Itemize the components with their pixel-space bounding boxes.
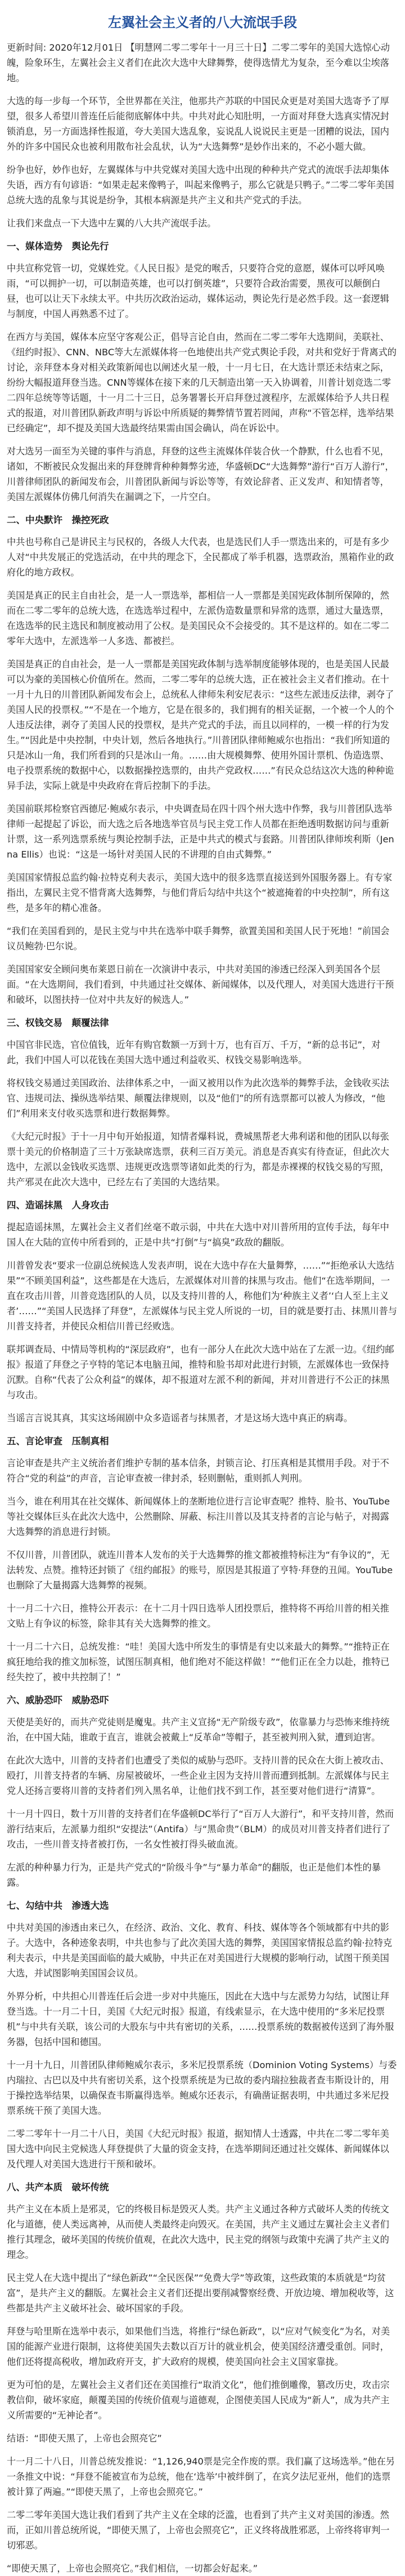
article-paragraph: 当今，谁在利用其在社交媒体、新闻媒体上的垄断地位进行言论审查呢？推特、脸书、YouTube等社交媒体巨头在此次大选中，公然删除、屏蔽、标注川普以及其支持者的言论与帖子，对揭露大选舞弊的消息进行封锁。 [7, 1496, 390, 1537]
article-paragraph: 对大选另一面至为关键的事件与消息，拜登的这些主流媒体佯装合伙一个静默，什么也看不见，诸如，不断被民众发掘出来的拜登牌背种种舞弊劣迹，华盛顿DC“大选舞弊”游行“百万人游行”，川普律师团队的新闻发布会，川普团队新闻与诉讼等等，有效论辞者、正义发声、和知情者等，美国左派媒体仿佛几何消失在漏调之下，一片空白。 [7, 446, 394, 502]
article-paragraph: 言论审查是共产主义统治者们维护专制的基本信条，封锁言论、打压真相是其惯用手段。对于不符合“党的利益”的声音，言论审查被一律封杀，轻则删帖，重则抓人判刑。 [7, 1458, 389, 1484]
article-body [7, 40, 398, 2576]
article-paragraph: 十一月十四日，数十万川普的支持者们在华盛顿DC举行了“百万人大游行”，和平支持川普，然而游行结束后，左派暴力组织“安提法”（Antifa）与“黑命贵”（BLM）的成员对川普支持者们进行了攻击，一些川普支持者被打伤，一名女性被打得头破血流。 [7, 1809, 394, 1850]
article-paragraph: 中国官非民选，官位值钱，近年有购官数额一万到十万，也有百万、千万，“新的总书记”，对此，我们中国人可以花钱在美国大选中通过利益收买、权钱交易影响选举。 [7, 1039, 381, 1065]
section-heading: 一、媒体造势 舆论先行 [7, 241, 109, 252]
article-paragraph: “即使天黑了，上帝也会照亮它。”我们相信，一切都会好起来。” [7, 2563, 258, 2574]
article-paragraph: 在西方与美国，媒体本应坚守客观公正，倡导言论自由，然而在二零二零年大选期间，美联社、《纽约时报》、CNN、NBC等大左派媒体将一色地使出共产党式舆论手段，对共和党好于背离式的讨论，亲拜登本身对相关政策新闻也以阐述火星一般，十一月七日，在大选计票还未结束之际，纷纷大幅报道拜登当选。CNN等媒体在接下来的几天制造出第一天入协调着，川普计划竞选二零二四年总统等等话题，十一月二十三日，总务署署长开启拜登过渡程序，左派媒体给予人共日程式的报道，对川普团队新政声明与诉讼中所质疑的舞弊情节置若罔闻，声称“不管怎样，选举结果已经确定”，却不提及美国大选最终结果需由国会确认，尚在诉讼中。 [7, 332, 397, 434]
section-heading: 三、权钱交易 颠覆法律 [7, 1017, 109, 1028]
article-paragraph: 美国是真正的民主自由社会，是一人一票选举，都相信一人一票都是美国宪政体制所保障的，然而在二零二零年的总统大选，在选选举过程中，左派伪造数量票和异常的选票，通过大量选票，在选选举的民主选民和制度被动用了公权。是美国民众不会接受的。其不是这样的。如在二零二零年大选中，左派选举一人多选、都被拦。 [7, 590, 389, 646]
article-paragraph: 提起造谣抹黑，左翼社会主义者们丝毫不敢示弱，中共在大选中对川普所用的宣传手法，每年中国人在大陆的宣传中所看到的，正是中共“打倒”与“搞臭”政敌的翻版。 [7, 1222, 389, 1248]
article-paragraph: 大选的每一步每一个环节，全世界都在关注，他那共产苏联的中国民众更是对美国大选寄予了厚望，很多人希望川普连任后能彻底解体中共。中共对此心知肚明，一方面对拜登大选真实情况封锁消息，另一方面选择性报道，夸大美国大选乱象，妄说乱人说说民主更是一团糟的说法，国内外的许多中国民众也被利用散布社会乱状，认为“大选舞弊”是妙作出来的，不必小题大做。 [7, 96, 389, 152]
article-paragraph: 更为可怕的是，左翼社会主义者们还在美国推行“取消文化”，他们推倒雕像，篡改历史，攻击宗教信仰，破坏家庭，颠覆美国的传统价值观与道德观，企图使美国人民成为“新人”，成为共产主义所需要的“无神论者”。 [7, 2379, 390, 2421]
article-paragraph: 左派的种种暴力行为，正是共产党式的“阶级斗争”与“暴力革命”的翻版，也正是他们本性的暴露。 [7, 1862, 381, 1888]
article-paragraph: 让我们来盘点一下大选中左翼的八大共产流氓手法。 [7, 218, 217, 229]
section-heading: 五、言论审查 压制真相 [7, 1436, 109, 1447]
article-paragraph: 当谣言言说其真，其实这场闹剧中众多造谣者与抹黑者，才是这场大选中真正的病毒。 [7, 1413, 353, 1423]
article-paragraph: 美国国家安全顾问奥布莱恩日前在一次演讲中表示，中共对美国的渗透已经深入到美国各个层面。“在大选期间，我们看到，中共通过社交媒体、新闻媒体，以及代理人，对美国大选进行干预和破坏，以图扶持一位对中共友好的候选人。” [7, 964, 394, 1005]
section-heading: 六、威胁恐吓 威胁恐吓 [7, 1695, 109, 1706]
article-paragraph: 中共宣称党管一切，党媒姓党。《人民日报》是党的喉舌，只要符合党的意愿，媒体可以呼风唤雨，“可以拥护一切，可以制造英雄，也可以打倒英雄”，只要符合政治需要，黑夜可以颠倒白昼，也可以让天下永续太平。中共历次政治运动，媒体运动，舆论先行是必然手段。这一套逻辑与制度，中国人再熟悉不过了。 [7, 263, 389, 319]
article-paragraph: 《大纪元时报》于十一月中旬开始报道，知情者爆料说，费城黑帮老大弗利诺和他的团队以每张票十美元的价格制造了三十万张缺席选票，获利三百万美元。消息是否真实有待查证，但此次大选中，左派以金钱收买选票、违规更改选票等诸如此类的行为，都是赤裸裸的权钱交易的写照，共产邪灵在此次大选中，已经左右了美国的大选结果。 [7, 1131, 389, 1187]
article-paragraph: 二零二零年十一月二十八日，美国《大纪元时报》报道，据知情人士透露，中共在二零二零年美国大选中向民主党候选人拜登提供了大量的资金支持，在选举期间还通过社交媒体、新闻媒体以及代理人对美国大选进行干预和破坏。 [7, 2128, 389, 2169]
article-paragraph: 美国前联邦检察官西德尼·鲍威尔表示，中央调查局在四十四个州大选中作弊，我与川普团队选举律师一起提起了诉讼，而大选之后各地选举官员与民主党工作人员都在拒绝透明数据访问与重新计票，这一系列选票系统与舆论控制手法，正是中共式的模式与套路。川普团队律师埃利斯（Jenna Ellis）也说：“这是一场针对美国人民的不讲理的自由式舞弊。” [7, 803, 394, 860]
article-paragraph: 十一月二十八日，川普总统发推说：“1,126,940票是完全作废的票。我们赢了这场选举。”他在另一条推文中说：“拜登不能被宣布为总统，他在‘选举’中被绊倒了，在宾夕法尼亚州，他们的选票被计算了两遍。”“即使天黑了，上帝也会照亮它。” [7, 2456, 395, 2497]
article-paragraph: 美国国家情报总监约翰·拉特克利夫表示，美国大选中的很多选票直接送到外国服务器上。有专家指出，左翼民主党不惜背离大选舞弊，与他们背后勾结中共这个“被遮掩着的中央控制”，所有这些，是多年的精心准备。 [7, 872, 393, 913]
article-paragraph: 中共对美国的渗透由来已久，在经济、政治、文化、教育、科技、媒体等各个领域都有中共的影子。大选中，各种迹象表明，中共也参与了此次美国大选的舞弊，美国国家情报总监约翰·拉特克利夫表示，中共是美国面临的最大威胁，中共正在对美国进行大规模的影响行动，试图干预美国大选，并试图影响美国国会议员。 [7, 1922, 393, 1979]
article-paragraph: 纷争也好，妙作也好，左翼媒体与中共党媒对美国大选中出现的种种共产党式的流氓手法却集体失语，西方有句谚语：“如果走起来像鸭子，叫起来像鸭子，那么它就是只鸭子。”二零二零年美国总统大选的乱象与其说是纷争，其根本病源是共产主义和共产党式的手法。 [7, 164, 394, 206]
article-paragraph: 拜登与哈里斯在选举中表示，如果他们当选，将推行“绿色新政”，以“应对气候变化”为名，对美国的能源产业进行限制，这将使美国失去数以百万计的就业机会，使美国经济遭受重创。同时，他们还将提高税收，增加政府开支，扩大政府的规模，使美国向社会主义国家靠拢。 [7, 2326, 390, 2367]
article-paragraph: 二零二零年美国大选让我们看到了共产主义在全球的泛滥，也看到了共产主义对美国的渗透。然而，正如川普总统所说，“即使天黑了，上帝也会照亮它”，正义终将战胜邪恶，上帝终将审判一切邪恶。 [7, 2510, 390, 2551]
section-heading: 八、共产本质 破坏传统 [7, 2182, 109, 2193]
article-paragraph: “我们在美国看到的，是民主党与中共在选举中联手舞弊，欲置美国和美国人民于死地！”前国会议员鲍勃·巴尔说。 [7, 926, 390, 952]
article-paragraph: 民主党人在大选中提出了“绿色新政”“全民医保”“免费大学”等政策，这些政策的本质就是“均贫富”，是共产主义的翻版。左翼社会主义者们还提出要削减警察经费、开放边境、增加税收等，这些都是共产主义破坏社会、破坏国家的手段。 [7, 2273, 394, 2314]
article-paragraph: 结语：“即使天黑了，上帝也会照亮它” [7, 2433, 162, 2444]
article-paragraph: 十一月二十六日，总统发推：“哇！美国大选中所发生的事情是有史以来最大的舞弊。”“推特正在疯狂地给我的推文加标签，试图压制真相，他们绝对不能这样做！”“他们正在全力以赴，推特已经失控了，被中共控制了！” [7, 1641, 390, 1682]
article-paragraph: 更新时间: 2020年12月01日 【明慧网二零二零年十一月三十日】二零二零年的美国大选惊心动魄，险象环生，左翼社会主义者们在此次大选中大肆舞弊，使得选情尤为复杂，至今难以尘埃落地。 [7, 42, 390, 83]
article-paragraph: 外界分析，中共担心川普连任后会进一步对中共施压，因此在大选中与左派势力勾结，试图让拜登当选。十一月二十日，美国《大纪元时报》报道，有线索显示，在大选中使用的“多米尼投票机”与中共有关联，该公司的大股东与中共有密切的关系，……投票系统的数据被传送到了海外服务器，包括中国和德国。 [7, 1991, 394, 2047]
article-paragraph: 美国是真正的自由社会，是一人一票都是美国宪政体制与选举制度能够体现的，也是美国人民最可以为豪的美国核心价值所在。然而，二零二零年的总统大选，正在被社会主义者们推动。在十一月十九日的川普团队新闻发布会上，总统私人律师朱利安尼表示：“这些左派违反法律，剥夺了美国人民的投票权。”“不是在一个地方，它是在很多的，我们拥有的相关证据，一个被一个人的个人违反法律，剥夺了美国人民的投票权，是共产党式的手法，而且以同样的，一模一样的行为发生。”“因此是中央控制，中央计划，然后各地执行。”川普团队律师鲍威尔也指出：“我们所知道的只是冰山一角，我们所看到的只是冰山一角。……由大规模舞弊、使用外国计票机、伪造选票、电子投票系统的数据中心，以数据操控选票的，由共产党政权……”有民众总结这次大选的种种诡异手法，实际上就是中央政府在背后控制下的手法。 [7, 659, 394, 791]
article-paragraph: 川普曾发表“要求一位副总统候选人发表声明，说在大选中存在大量舞弊，……”“拒绝承认大选结果”“不顾美国利益”，这些都是在大选后，左派媒体对川普的抹黑与攻击。他们“在选举期间，一直在攻击川普，川普竞选团队的人员，以及支持川普的人，称他们为‘种族主义者’‘白人至上主义者’……”“美国人民选择了拜登”，左派媒体与民主党人所说的一切，目的就是要打击、抹黑川普与川普支持者，并使民众相信川普已经败选。 [7, 1260, 397, 1332]
article-paragraph: 联邦调查局、中情局等机构的“深层政府”，也有一部分人在此次大选中站在了左派一边。《纽约邮报》报道了拜登之子亨特的笔记本电脑丑闻，推特和脸书却对此进行封锁，左派媒体也一致保持沉默。自称“代表了公众利益”的媒体，却不报道对左派不利的新闻，并对川普进行不公正的抹黑与攻击。 [7, 1344, 394, 1400]
article-paragraph: 十一月十九日，川普团队律师鲍威尔表示，多米尼投票系统（Dominion Voting Systems）与委内瑞拉、古巴以及中共有密切关系，这个投票系统是为已故的委内瑞拉独裁者查韦斯设计的，用于操控选举结果，以确保查韦斯赢得选举。鲍威尔还表示，有确凿证据表明，中共通过多米尼投票系统干预了美国大选。 [7, 2060, 397, 2116]
article-paragraph: 不仅川普，川普团队，就连川普本人发布的关于大选舞弊的推文都被推特标注为“有争议的”，无法转发、点赞。推特还封锁了《纽约邮报》的账号，原因是其报道了亨特·拜登的丑闻。YouTube也删除了大量揭露大选舞弊的视频。 [7, 1550, 393, 1591]
article-paragraph: 天使是美好的，而共产党徒则是魔鬼。共产主义宣扬“无产阶级专政”，依靠暴力与恐怖来维持统治，在中国大陆，谁敢于直言，谁就会被戴上“反革命”等帽子，甚至被判刑入狱，遭到迫害。 [7, 1717, 390, 1743]
section-heading: 七、勾结中共 渗透大选 [7, 1900, 109, 1911]
article-paragraph: 在此次大选中，川普的支持者们也遭受了类似的威胁与恐吓。支持川普的民众在大街上被攻击、殴打，川普支持者的车辆、房屋被破坏，一些企业主因为支持川普而遭到抵制。左派媒体与民主党人还扬言要将川普的支持者们列入黑名单，让他们找不到工作，甚至要对他们进行“清算”。 [7, 1755, 389, 1796]
section-heading: 二、中央默许 操控死政 [7, 515, 109, 525]
section-heading: 四、造谣抹黑 人身攻击 [7, 1200, 109, 1211]
article-paragraph: 中共也号称自己是讲民主与民权的，各级人大代表，也是选民们人手一票选出来的，可是有多少人对“中共发展正的党选活动，在中共的理念下，全民都成了举手机器，选票政治，黑箱作业的政府化的地方政权。 [7, 537, 394, 578]
article-title: 左翼社会主义者的八大流氓手段 [108, 15, 297, 30]
article-paragraph: 十一月二十六日，推特公开表示：在十二月十四日选举人团投票后，推特将不再给川普的相关推文贴上有争议的标签，除非其有关大选舞弊的推文。 [7, 1603, 389, 1629]
article-paragraph: 共产主义在本质上是邪灵，它的终极目标是毁灭人类。共产主义通过各种方式破坏人类的传统文化与道德，使人类远离神，从而使人类最终走向毁灭。在美国，共产主义通过左翼社会主义者们推行其理念，破坏美国的传统价值观，在此次大选中，民主党的纲领与政策中充满了共产主义的理念。 [7, 2204, 389, 2260]
article-paragraph: 将权钱交易通过美国政治、法律体系之中，一面又被用以作为此次选举的舞弊手法，金钱收买法官、违规司法、操纵选举结果、颠覆法律规则，以及“他们”的所有选票都可以被人为修改，“他们”利用来支付收买选票和进行数据舞弊。 [7, 1078, 389, 1119]
